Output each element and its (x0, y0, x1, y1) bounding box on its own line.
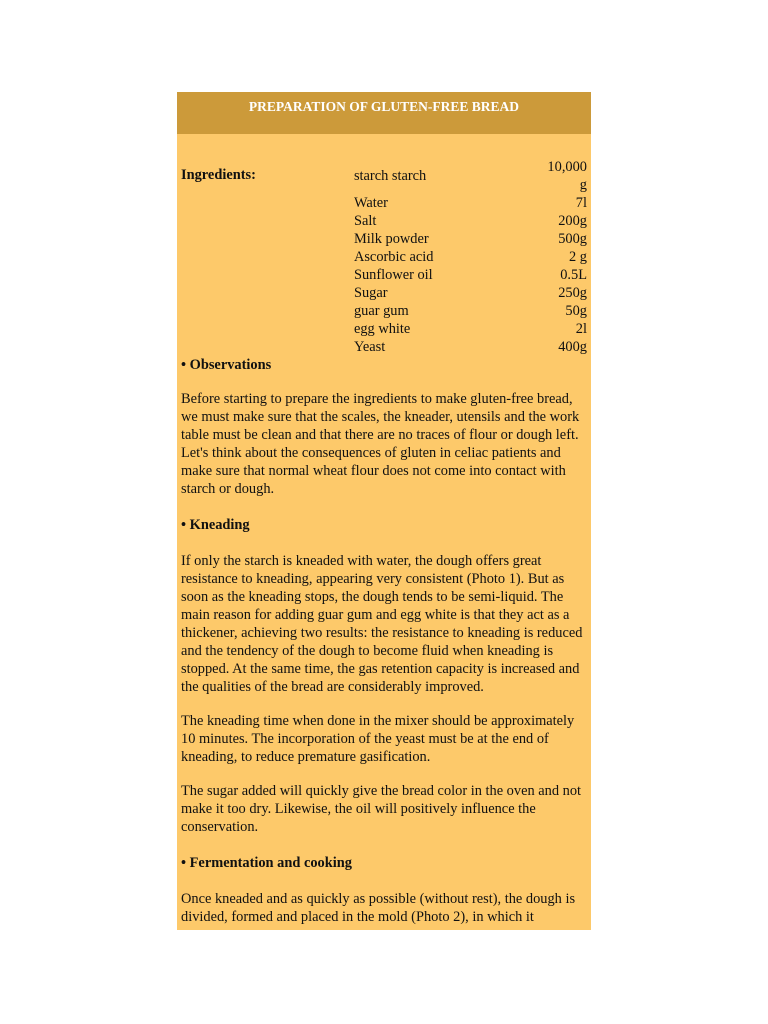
ingredient-name: Salt (353, 213, 377, 229)
ingredient-name: Yeast (353, 339, 386, 355)
ingredient-row (181, 230, 587, 248)
kneading-heading: • Kneading (181, 517, 250, 533)
ingredient-row (181, 284, 587, 302)
ingredients-label: Ingredients: (181, 167, 256, 183)
ingredients-table (181, 158, 587, 356)
ingredient-qty: 50g (565, 303, 587, 319)
ingredient-row (181, 194, 587, 212)
ingredient-row (181, 158, 587, 194)
ingredient-row (181, 338, 587, 356)
ingredient-name: egg white (353, 321, 411, 337)
ingredient-name: Ascorbic acid (353, 249, 434, 265)
ingredient-name: guar gum (353, 303, 409, 319)
recipe-header (177, 92, 591, 134)
ingredient-row (181, 266, 587, 284)
recipe-content (177, 158, 591, 926)
ingredient-qty: 10,000 g (547, 159, 587, 193)
ingredient-qty: 2l (575, 321, 587, 337)
kneading-paragraph-2: The kneading time when done in the mixer should be approximately 10 minutes. The incorporation of the yeast must be at the end of kneading, to reduce premature gasification. (181, 713, 575, 765)
kneading-paragraph-1: If only the starch is kneaded with water, the dough offers great resistance to kneading, appearing very consistent (Photo 1). But as soon as the kneading stops, the dough tends to be semi-liquid. The main reason for adding guar gum and egg white is that they act as a thickener, achieving two results: the resistance to kneading is reduced and the tendency of the dough to become fluid when kneading is stopped. At the same time, the gas retention capacity is increased and the qualities of the bread are considerably improved. (181, 553, 583, 695)
observations-heading: • Observations (181, 357, 272, 373)
ingredient-row (181, 212, 587, 230)
ingredient-row (181, 302, 587, 320)
recipe-title: PREPARATION OF GLUTEN-FREE BREAD (248, 99, 520, 114)
ingredient-name: Milk powder (353, 231, 429, 247)
fermentation-heading: • Fermentation and cooking (181, 855, 352, 871)
ingredient-qty: 7l (575, 195, 587, 211)
ingredient-qty: 0.5L (560, 267, 587, 283)
recipe-card (177, 92, 591, 930)
ingredient-qty: 400g (558, 339, 587, 355)
ingredient-row (181, 248, 587, 266)
ingredient-name: Water (353, 195, 388, 211)
ingredient-qty: 200g (558, 213, 587, 229)
observations-text: Before starting to prepare the ingredients to make gluten-free bread, we must make sure that the scales, the kneader, utensils and the work table must be clean and that there are no traces of flour or dough left. Let's think about the consequences of gluten in celiac patients and make sure that normal wheat flour does not come into contact with starch or dough. (181, 391, 580, 497)
ingredient-row (181, 320, 587, 338)
ingredient-name: Sunflower oil (353, 267, 433, 283)
ingredient-qty: 2 g (569, 249, 587, 265)
ingredient-name: Sugar (353, 285, 388, 301)
ingredient-qty: 250g (558, 285, 587, 301)
fermentation-text: Once kneaded and as quickly as possible (without rest), the dough is divided, formed and placed in the mold (Photo 2), in which it (181, 891, 576, 925)
ingredient-name: starch starch (353, 168, 427, 184)
ingredient-qty: 500g (558, 231, 587, 247)
kneading-paragraph-3: The sugar added will quickly give the bread color in the oven and not make it too dry. Likewise, the oil will positively influence the conservation. (181, 783, 582, 835)
